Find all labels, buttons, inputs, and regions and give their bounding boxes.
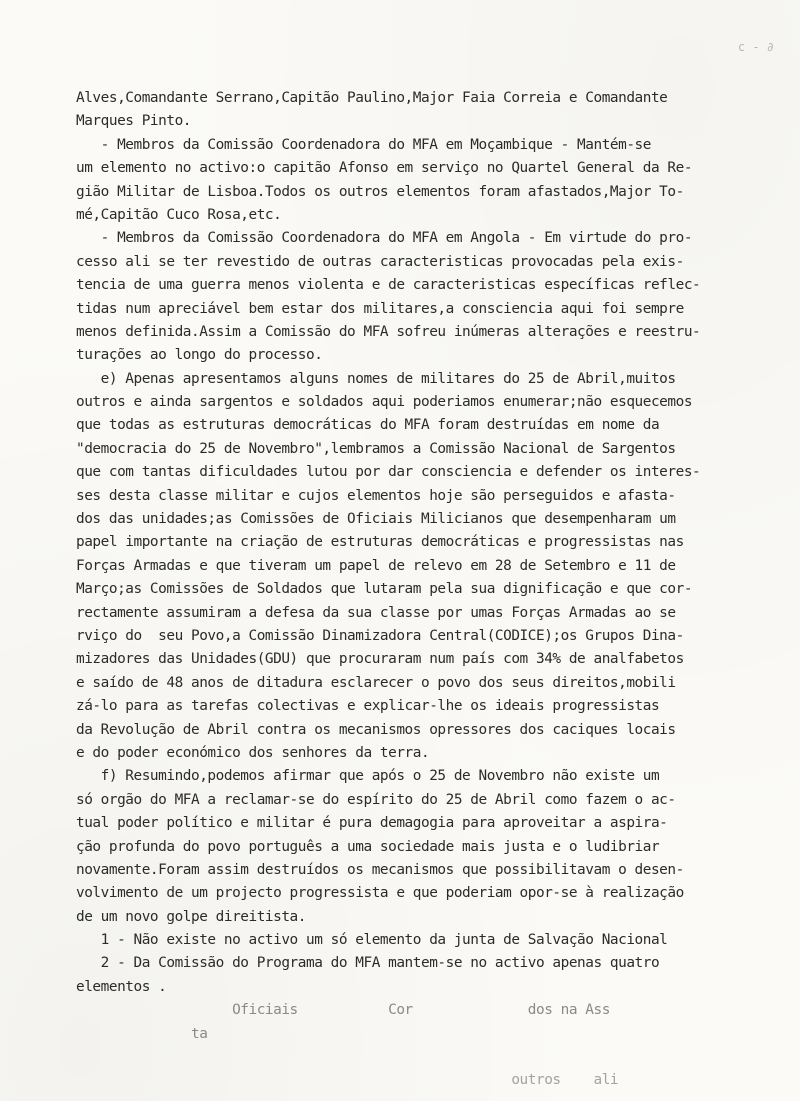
text-line [76,1046,736,1069]
text-line: da Revolução de Abril contra os mecanismos opressores dos caciques locais [76,721,676,738]
text-line: e do poder económico dos senhores da terra. [76,744,430,761]
text-line: Marques Pinto. [76,113,191,130]
text-line: zá-lo para as tarefas colectivas e explicar-lhe os ideais progressistas [76,698,660,715]
text-line: ta [76,1025,257,1042]
text-line: que todas as estruturas democráticas do MFA foram destruídas em nome da [76,417,660,434]
text-line: ses desta classe militar e cujos elementos hoje são perseguidos e afasta- [76,487,676,504]
text-line: tual poder político e militar é pura demagogia para aproveitar a aspira- [76,815,668,832]
text-line: tencia de uma guerra menos violenta e de caracteristicas específicas reflec- [76,277,701,294]
text-line: rviço do seu Povo,a Comissão Dinamizadora Central(CODICE);os Grupos Dina- [76,627,684,644]
text-line: 1 - Não existe no activo um só elemento da junta de Salvação Nacional [76,932,668,949]
text-line: cesso ali se ter revestido de outras caracteristicas provocadas pela exis- [76,253,684,270]
text-line: Forças Armadas e que tiveram um papel de relevo em 28 de Setembro e 11 de [76,557,676,574]
text-line: - Membros da Comissão Coordenadora do MFA em Angola - Em virtude do pro- [76,230,693,247]
text-line: f) Resumindo,podemos afirmar que após o 25 de Novembro não existe um [76,768,660,785]
text-line: que com tantas dificuldades lutou por dar consciencia e defender os interes- [76,464,701,481]
text-line: e saído de 48 anos de ditadura esclarecer o povo dos seus direitos,mobili [76,674,676,691]
text-line: um elemento no activo:o capitão Afonso em serviço no Quartel General da Re- [76,160,693,177]
text-line: - Membros da Comissão Coordenadora do MFA em Moçambique - Mantém-se [76,136,651,153]
text-line: menos definida.Assim a Comissão do MFA sofreu inúmeras alterações e reestru- [76,323,701,340]
text-line: volvimento de um projecto progressista e que poderiam opor-se à realização [76,885,684,902]
corner-mark: c - ∂ [737,40,774,54]
text-line: outros e ainda sargentos e soldados aqui poderiamos enumerar;não esquecemos [76,394,693,411]
text-line: rectamente assumiram a defesa da sua classe por umas Forças Armadas ao se [76,604,676,621]
text-line: "democracia do 25 de Novembro",lembramos a Comissão Nacional de Sargentos [76,440,676,457]
text-line: elementos . [76,978,167,995]
text-line: outros ali [76,1072,619,1089]
text-line: Alves,Comandante Serrano,Capitão Paulino,Major Faia Correia e Comandante [76,90,668,106]
text-line: Março;as Comissões de Soldados que lutaram pela sua dignificação e que cor- [76,581,693,598]
text-line: mé,Capitão Cuco Rosa,etc. [76,206,282,223]
text-line: só orgão do MFA a reclamar-se do espírito do 25 de Abril como fazem o ac- [76,791,676,808]
text-line: 2 - Da Comissão do Programa do MFA mantem-se no activo apenas quatro [76,955,660,972]
text-line: mizadores das Unidades(GDU) que procuraram num país com 34% de analfabetos [76,651,684,668]
text-line: novamente.Foram assim destruídos os mecanismos que possibilitavam o desen- [76,861,684,878]
text-line: papel importante na criação de estruturas democráticas e progressistas nas [76,534,684,551]
text-line: Oficiais Cor dos na Ass [76,1002,610,1019]
text-line: dos das unidades;as Comissões de Oficiais Milicianos que desempenharam um [76,511,676,528]
text-line: tidas num apreciável bem estar dos militares,a consciencia aqui foi sempre [76,300,684,317]
document-body [76,87,736,1093]
text-line: ção profunda do povo português a uma sociedade mais justa e o ludibriar [76,838,660,855]
text-line: gião Militar de Lisboa.Todos os outros elementos foram afastados,Major To- [76,183,684,200]
text-line: e) Apenas apresentamos alguns nomes de militares do 25 de Abril,muitos [76,370,676,387]
text-line: turações ao longo do processo. [76,347,323,364]
text-line: de um novo golpe direitista. [76,908,306,925]
